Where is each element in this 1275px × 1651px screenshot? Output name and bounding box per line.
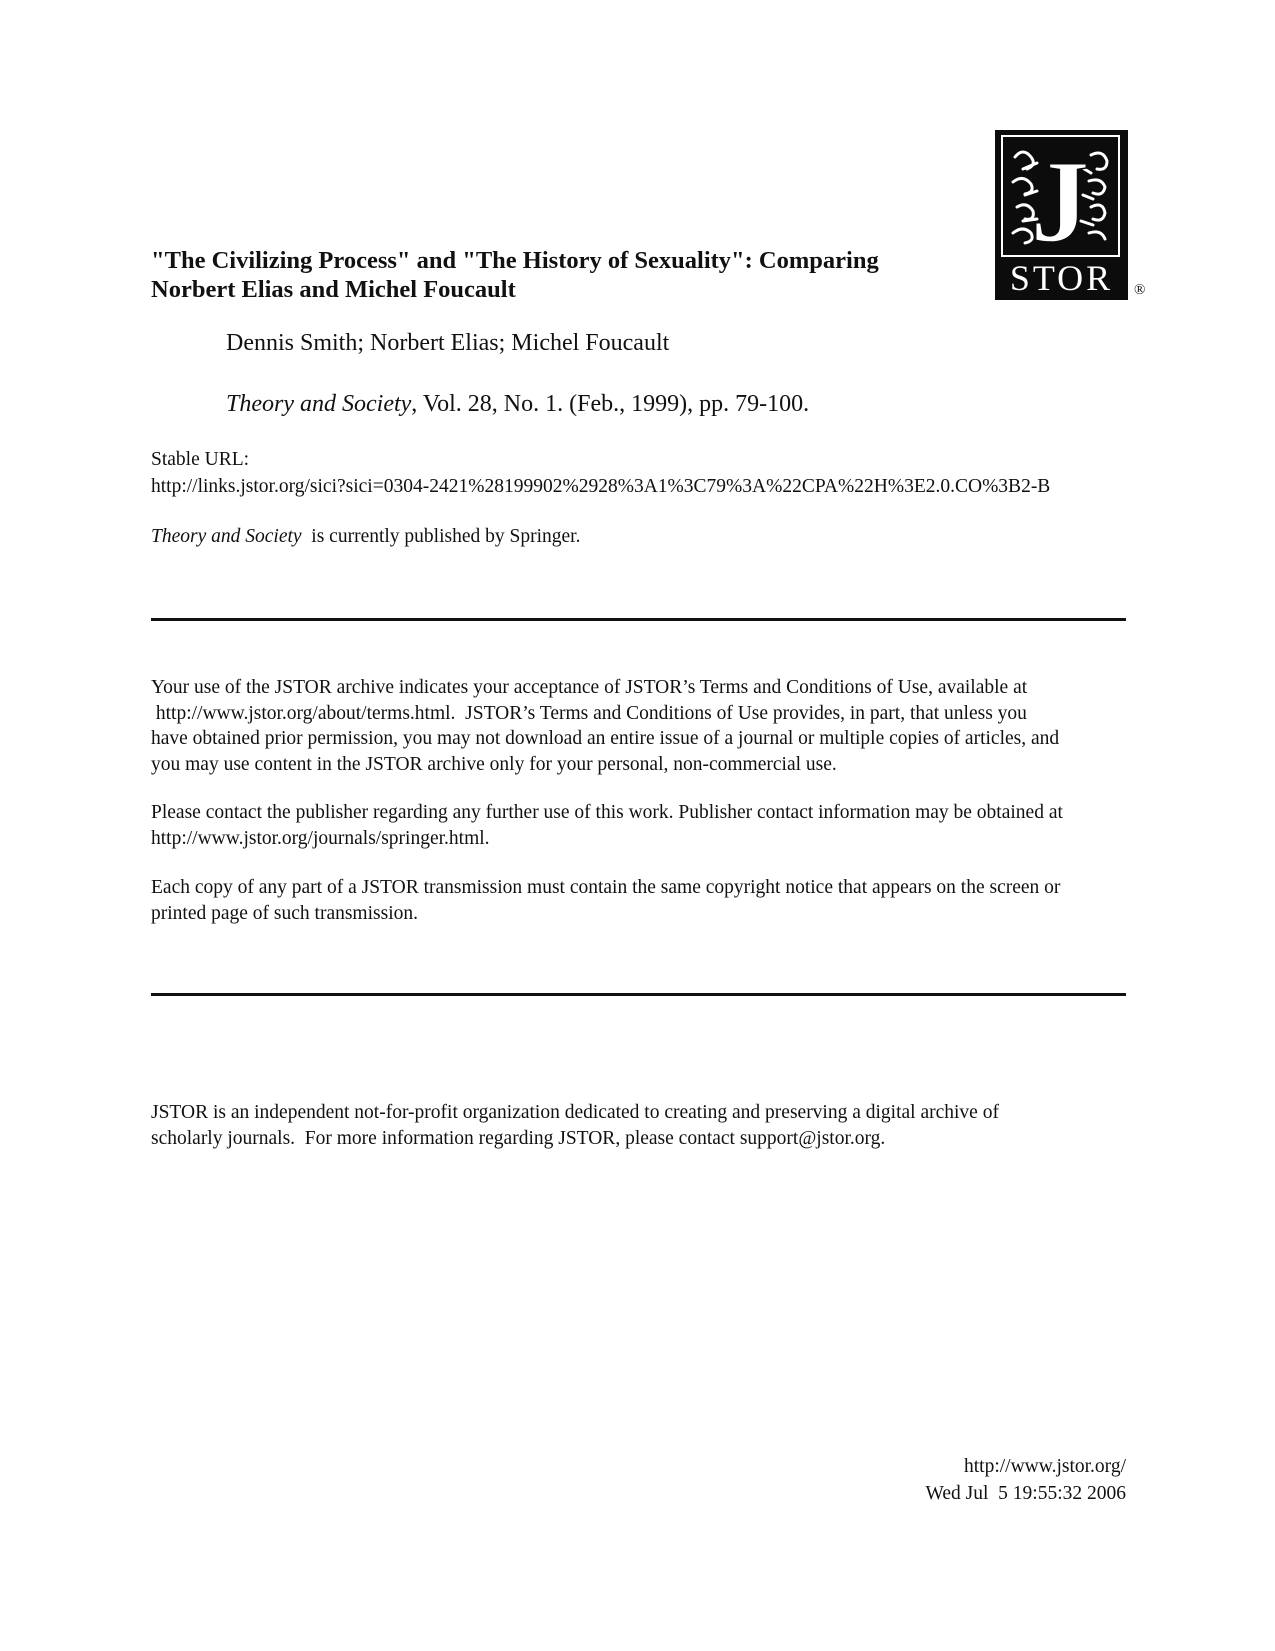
journal-name: Theory and Society (226, 391, 412, 417)
terms-line: http://www.jstor.org/about/terms.html. JSTOR’s Terms and Conditions of Use provides, in part, that unless you (151, 702, 1027, 724)
divider-top (151, 618, 1126, 621)
about-jstor (151, 1100, 1131, 1151)
publisher-note (151, 524, 580, 550)
terms-line: have obtained prior permission, you may not download an entire issue of a journal or multiple copies of articles, and (151, 728, 1060, 749)
logo-wordmark: STOR (1009, 258, 1114, 298)
page-footer (926, 1453, 1126, 1507)
article-authors: Dennis Smith; Norbert Elias; Michel Foucault (226, 330, 670, 356)
stable-url-label: Stable URL: (151, 449, 250, 470)
about-line: JSTOR is an independent not-for-profit organization dedicated to creating and preserving a digital archive of (151, 1102, 999, 1123)
terms-line: Please contact the publisher regarding any further use of this work. Publisher contact information may be obtained at (151, 802, 1063, 823)
divider-bottom (151, 993, 1126, 996)
terms-paragraph-3 (151, 875, 1131, 926)
citation-details: , Vol. 28, No. 1. (Feb., 1999), pp. 79-100. (411, 391, 810, 417)
terms-paragraph-2 (151, 800, 1131, 851)
about-line: scholarly journals. For more information regarding JSTOR, please contact support@jstor.org. (151, 1127, 886, 1149)
ornament-icon (1003, 137, 1118, 255)
logo-frame (1001, 135, 1120, 257)
footer-timestamp: Wed Jul 5 19:55:32 2006 (925, 1483, 1126, 1504)
jstor-logo-icon (995, 130, 1128, 300)
article-title (151, 246, 879, 304)
title-line-2: Norbert Elias and Michel Foucault (151, 276, 516, 303)
publisher-contact-link[interactable]: http://www.jstor.org/journals/springer.html. (151, 827, 490, 849)
registered-mark: ® (1134, 282, 1146, 298)
footer-site-link[interactable]: http://www.jstor.org/ (964, 1456, 1126, 1477)
svg-text:J: J (1030, 137, 1090, 255)
publisher-journal-name: Theory and Society (151, 526, 302, 547)
title-line-1: "The Civilizing Process" and "The History of Sexuality": Comparing (151, 247, 879, 274)
journal-citation (226, 390, 809, 418)
terms-line: you may use content in the JSTOR archive only for your personal, non-commercial use. (151, 753, 837, 775)
terms-line: Your use of the JSTOR archive indicates your acceptance of JSTOR’s Terms and Conditions of Use, available at (151, 677, 1028, 698)
terms-paragraph-1 (151, 675, 1131, 777)
stable-url-link[interactable]: http://links.jstor.org/sici?sici=0304-2421%28199902%2928%3A1%3C79%3A%22CPA%22H%3E2.0.CO%3B2-B (151, 476, 1051, 497)
terms-line: Each copy of any part of a JSTOR transmission must contain the same copyright notice that appears on the screen or (151, 877, 1061, 898)
terms-line: printed page of such transmission. (151, 902, 418, 924)
publisher-text: is currently published by Springer. (301, 526, 581, 547)
